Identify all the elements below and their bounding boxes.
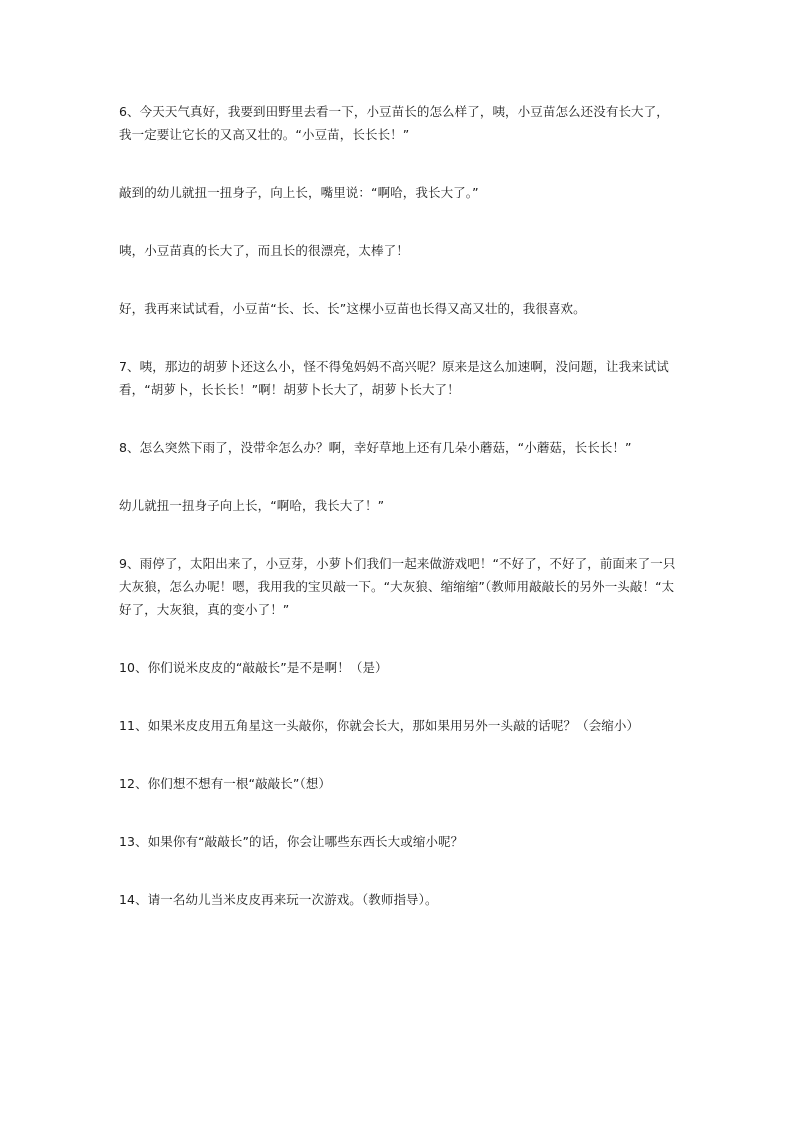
paragraph-step-6: 6、今天天气真好，我要到田野里去看一下，小豆苗长的怎么样了，咦，小豆苗怎么还没有长大了，我一定要让它长的又高又壮的。“小豆苗，长长长！” [119, 104, 669, 142]
paragraph-try-again: 好，我再来试试看，小豆苗“长、长、长”这棵小豆苗也长得又高又壮的，我很喜欢。 [119, 301, 586, 316]
paragraph-mushroom-response: 幼儿就扭一扭身子向上长，“啊哈，我长大了！” [119, 498, 385, 513]
paragraph-step-13: 13、如果你有“敲敲长”的话，你会让哪些东西长大或缩小呢？ [119, 834, 464, 849]
document-body [119, 100, 679, 911]
paragraph-step-9: 9、雨停了，太阳出来了，小豆芽，小萝卜们我们一起来做游戏吧！“不好了，不好了，前面来了一只大灰狼，怎么办呢！嗯，我用我的宝贝敲一下。“大灰狼、缩缩缩”（教师用敲敲长的另外一头敲！“太好了，大灰狼，真的变小了！” [119, 556, 676, 617]
paragraph-step-8: 8、怎么突然下雨了，没带伞怎么办？啊，幸好草地上还有几朵小蘑菇，“小蘑菇，长长长！” [119, 440, 632, 455]
paragraph-step-7: 7、咦，那边的胡萝卜还这么小，怪不得兔妈妈不高兴呢？原来是这么加速啊，没问题，让我来试试看，“胡萝卜，长长长！”啊！胡萝卜长大了，胡萝卜长大了！ [119, 359, 669, 397]
paragraph-child-response: 敲到的幼儿就扭一扭身子，向上长，嘴里说：“啊哈，我长大了。” [119, 185, 479, 200]
paragraph-step-14: 14、请一名幼儿当米皮皮再来玩一次游戏。（教师指导）。 [119, 892, 438, 907]
paragraph-step-12: 12、你们想不想有一根“敲敲长”（想） [119, 776, 332, 791]
paragraph-bean-grown: 咦，小豆苗真的长大了，而且长的很漂亮，太棒了！ [119, 243, 409, 258]
paragraph-step-11: 11、如果米皮皮用五角星这一头敲你，你就会长大，那如果用另外一头敲的话呢？（会缩小） [119, 718, 640, 733]
paragraph-step-10: 10、你们说米皮皮的“敲敲长”是不是啊！（是） [119, 660, 388, 675]
